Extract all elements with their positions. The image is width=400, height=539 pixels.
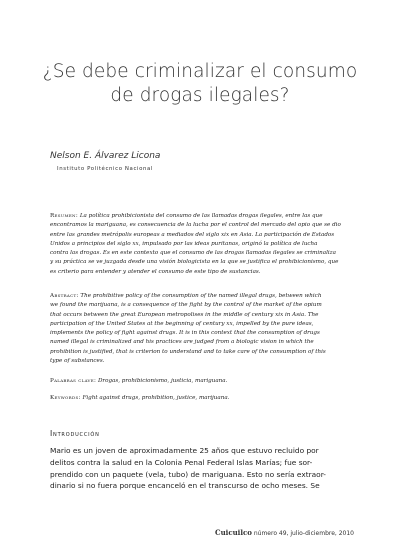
abstract-label: Abstract: — [50, 293, 79, 299]
article-title — [0, 60, 400, 108]
abstract-line: we found the marijuana, is a consequence of the fight by the control of the market of the opium — [50, 302, 322, 309]
resumen-line: Resumen: La política prohibicionista del consumo de las llamadas drogas ilegales, entre las que — [50, 213, 323, 219]
resumen-label: Resumen: — [50, 213, 79, 219]
resumen-line: y su práctica se ve juzgada desde una visión biologicista en la que se justifica el prohibicionismo, que — [50, 259, 339, 266]
resumen-line: entre las grandes metrópolis europeas a mediados del siglo xix en Asia. La participación de Estados — [50, 231, 335, 238]
issue-info: número 49, julio-diciembre, 2010 — [253, 530, 354, 537]
resumen-line: encontramos la mariguana, es consecuencia de la lucha por el control del mercado del opio que se dio — [50, 222, 341, 229]
keywords-label: Keywords: — [50, 395, 81, 401]
body-text — [50, 445, 368, 492]
resumen-line: contra las drogas. Es en este contexto que el consumo de las drogas llamadas ilegales se criminaliza — [50, 250, 336, 257]
abstract-line: participation of the United States at the beginning of century xx, impelled by the pure ideas, — [50, 320, 314, 327]
abstract-block — [50, 292, 368, 366]
keywords-text: Fight against drugs, prohibition, justice, marijuana. — [82, 395, 230, 401]
title-line-1: ¿Se debe criminalizar el consumo — [42, 61, 358, 82]
body-line: dinario si no fuera porque encanceló en el transcurso de ocho meses. Se — [50, 481, 320, 491]
resumen-block — [50, 212, 368, 277]
abstract-line: Abstract: The prohibitive policy of the consumption of the named illegal drugs, between which — [50, 293, 322, 299]
palabras-clave-label: Palabras clave: — [50, 378, 97, 384]
palabras-clave-text: Drogas, prohibicionismo, justicia, mariguana. — [97, 378, 228, 384]
body-line: delitos contra la salud en la Colonia Penal Federal Islas Marías; fue sor- — [50, 457, 313, 467]
abstract-line: prohibition is justified, that is criterion to understand and to take care of the consumption of this — [50, 348, 326, 355]
abstract-line: type of substances. — [50, 358, 105, 365]
body-line: prendido con un paquete (vela, tubo) de mariguana. Esto no sería extraor- — [50, 469, 326, 479]
keywords-block — [50, 394, 368, 403]
author-name: Nelson E. Álvarez Licona — [50, 151, 161, 161]
palabras-clave-block — [50, 377, 368, 386]
journal-logo: Cuicuilco — [215, 528, 252, 537]
resumen-line: Unidos a principios del siglo xx, impulsado por las ideas puritanas, originó la política de lucha — [50, 240, 318, 247]
resumen-line: es criterio para entender y atender el consumo de este tipo de sustancias. — [50, 268, 261, 275]
abstract-line: that occurs between the great European metropolises in the middle of century xix in Asia. The — [50, 311, 319, 318]
abstract-line: implements the policy of fight against drugs. It is in this context that the consumption of drugs — [50, 330, 320, 337]
body-line: Mario es un joven de aproximadamente 25 años que estuvo recluido por — [50, 446, 319, 455]
page-footer — [215, 528, 354, 537]
author-affiliation: Instituto Politécnico Nacional — [57, 166, 154, 172]
title-line-2: de drogas ilegales? — [110, 85, 290, 106]
section-heading: Introducción — [50, 429, 100, 438]
abstract-line: named illegal is criminalized and his practices are judged from a biologic vision in which the — [50, 339, 314, 346]
